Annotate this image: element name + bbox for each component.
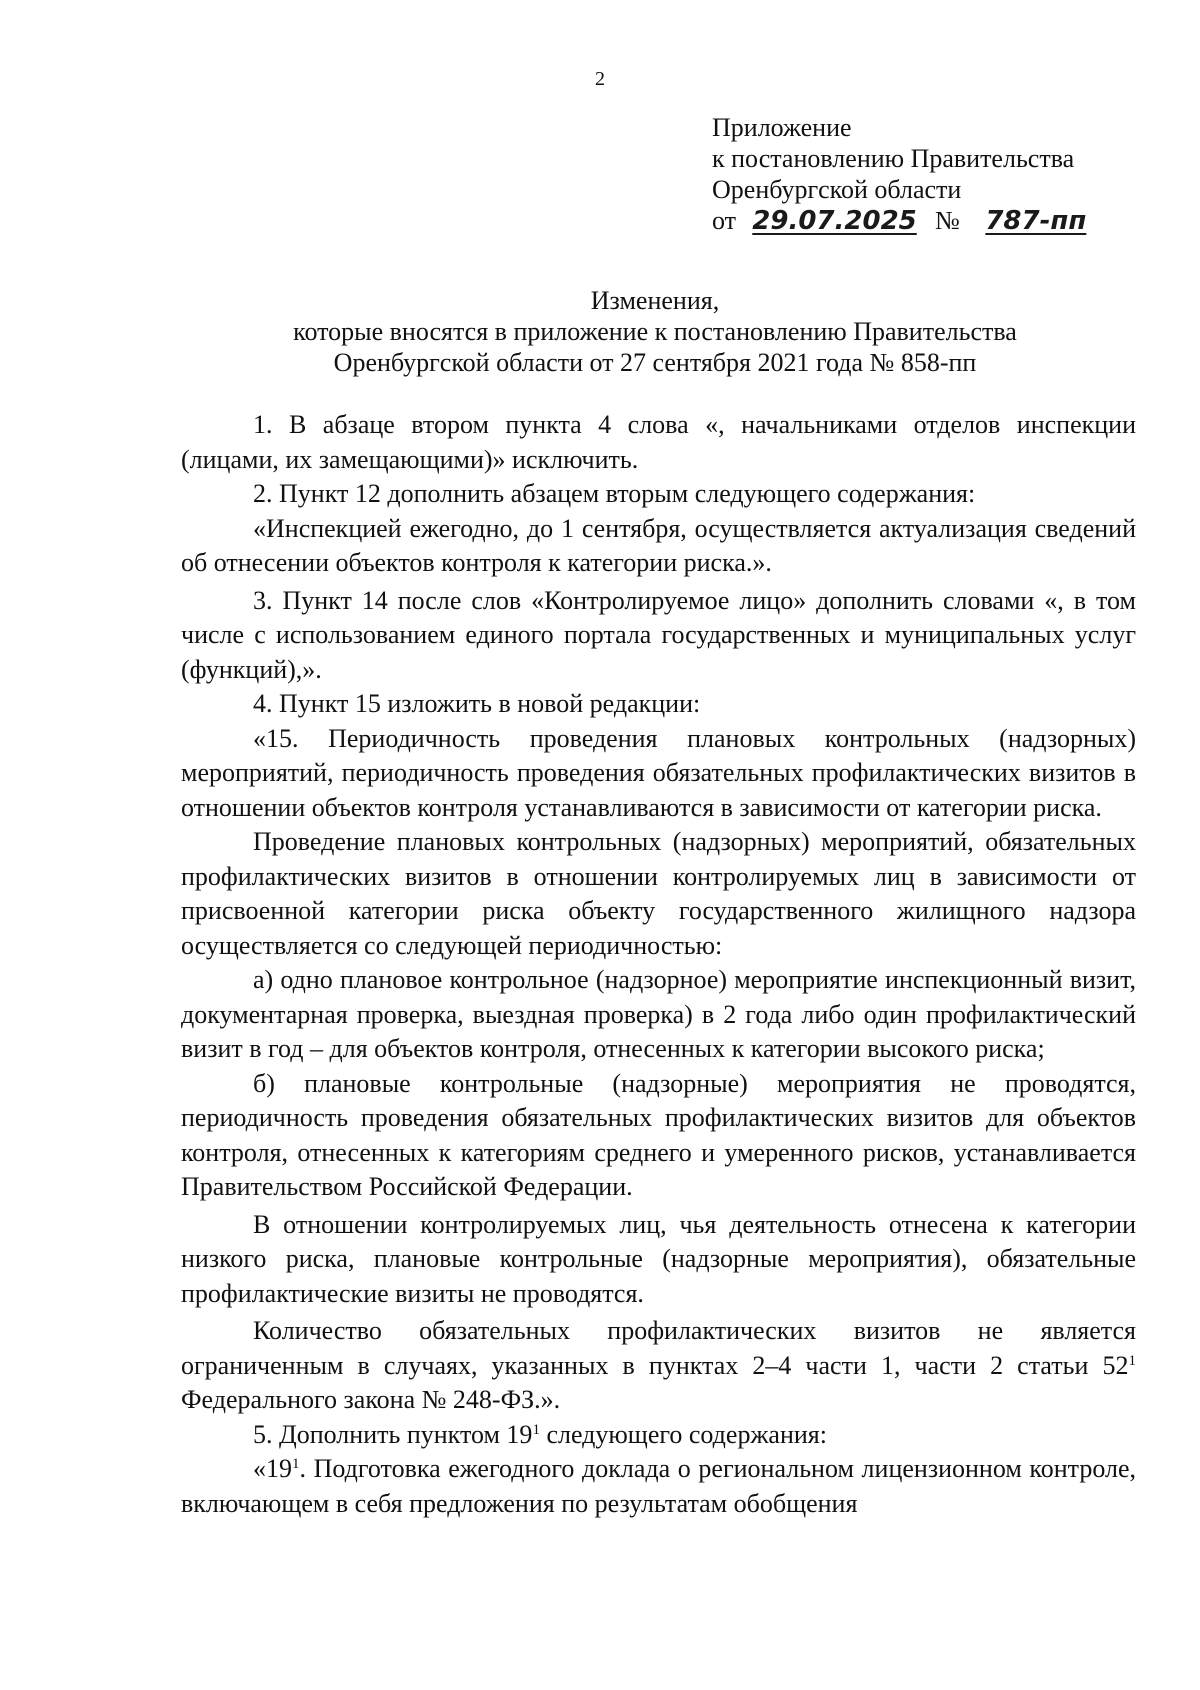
- paragraph-1: 1. В абзаце втором пункта 4 слова «, начальниками отделов инспекции (лицами, их замещающими)» исключить.: [181, 410, 1136, 474]
- document-body: [181, 408, 1136, 1521]
- annex-date-number-line: [712, 205, 1106, 237]
- page-number: 2: [595, 68, 605, 90]
- superscript: 1: [292, 1456, 300, 1472]
- paragraph-13-text-end: . Подготовка ежегодного доклада о региональном лицензионном контроле, включающем в себя предложения по результатам обобщения: [181, 1454, 1136, 1518]
- paragraph-5: 4. Пункт 15 изложить в новой редакции:: [253, 689, 701, 718]
- annex-line-3: Оренбургской области: [712, 175, 962, 204]
- annex-line-2: к постановлению Правительства: [712, 144, 1075, 173]
- superscript: 1: [532, 1421, 540, 1438]
- paragraph-12-text-end: следующего содержания:: [539, 1419, 827, 1449]
- paragraph-8: а) одно плановое контрольное (надзорное) мероприятие инспекционный визит, документарная проверка, выездная проверка) в 2 года либо один профилактический визит в год – для объектов контроля, отнесенных к категории высокого риска;: [181, 965, 1136, 1063]
- annex-block: [712, 112, 1106, 237]
- handwritten-date: 29.07.2025: [752, 206, 917, 236]
- paragraph-10: В отношении контролируемых лиц, чья деятельность отнесена к категории низкого риска, плановые контрольные (надзорные мероприятия), обязательные профилактические визиты не проводятся.: [181, 1209, 1136, 1308]
- paragraph-2: 2. Пункт 12 дополнить абзацем вторым следующего содержания:: [253, 479, 976, 508]
- document-title: [0, 285, 1200, 378]
- handwritten-number: 787-пп: [985, 206, 1087, 236]
- paragraph-13: [181, 1452, 1136, 1521]
- paragraph-11: [181, 1314, 1136, 1418]
- number-prefix: №: [935, 206, 960, 235]
- paragraph-4: 3. Пункт 14 после слов «Контролируемое лицо» дополнить словами «, в том числе с использованием единого портала государственных и муниципальных услуг (функций),».: [181, 585, 1136, 684]
- title-line-2: которые вносятся в приложение к постановлению Правительства: [293, 317, 1017, 346]
- title-line-3: Оренбургской области от 27 сентября 2021 года № 858-пп: [333, 348, 977, 377]
- paragraph-7: Проведение плановых контрольных (надзорных) мероприятий, обязательных профилактических визитов в отношении контролируемых лиц в зависимости от присвоенной категории риска объекту государственного жилищного надзора осуществляется со следующей периодичностью:: [181, 827, 1136, 960]
- paragraph-11-text: Количество обязательных профилактических визитов не является ограниченным в случаях, указанных в пунктах 2–4 части 1, части 2 статьи 52: [181, 1316, 1136, 1380]
- annex-line-1: Приложение: [712, 113, 852, 142]
- paragraph-12: [181, 1418, 1136, 1453]
- title-heading: Изменения,: [590, 286, 720, 315]
- paragraph-13-text: «19: [253, 1454, 292, 1483]
- superscript: 1: [1128, 1352, 1136, 1369]
- paragraph-3: «Инспекцией ежегодно, до 1 сентября, осуществляется актуализация сведений об отнесении объектов контроля к категории риска.».: [181, 513, 1136, 577]
- paragraph-9: б) плановые контрольные (надзорные) мероприятия не проводятся, периодичность проведения обязательных профилактических визитов для объектов контроля, отнесенных к категориям среднего и умеренного рисков, устанавливается Правительством Российской Федерации.: [181, 1068, 1136, 1201]
- date-prefix: от: [712, 206, 737, 235]
- paragraph-11-text-end: Федерального закона № 248-ФЗ.».: [181, 1385, 561, 1414]
- paragraph-12-text: 5. Дополнить пунктом 19: [253, 1419, 533, 1449]
- paragraph-6: «15. Периодичность проведения плановых контрольных (надзорных) мероприятий, периодичность проведения обязательных профилактических визитов в отношении объектов контроля устанавливаются в зависимости от категории риска.: [181, 723, 1136, 822]
